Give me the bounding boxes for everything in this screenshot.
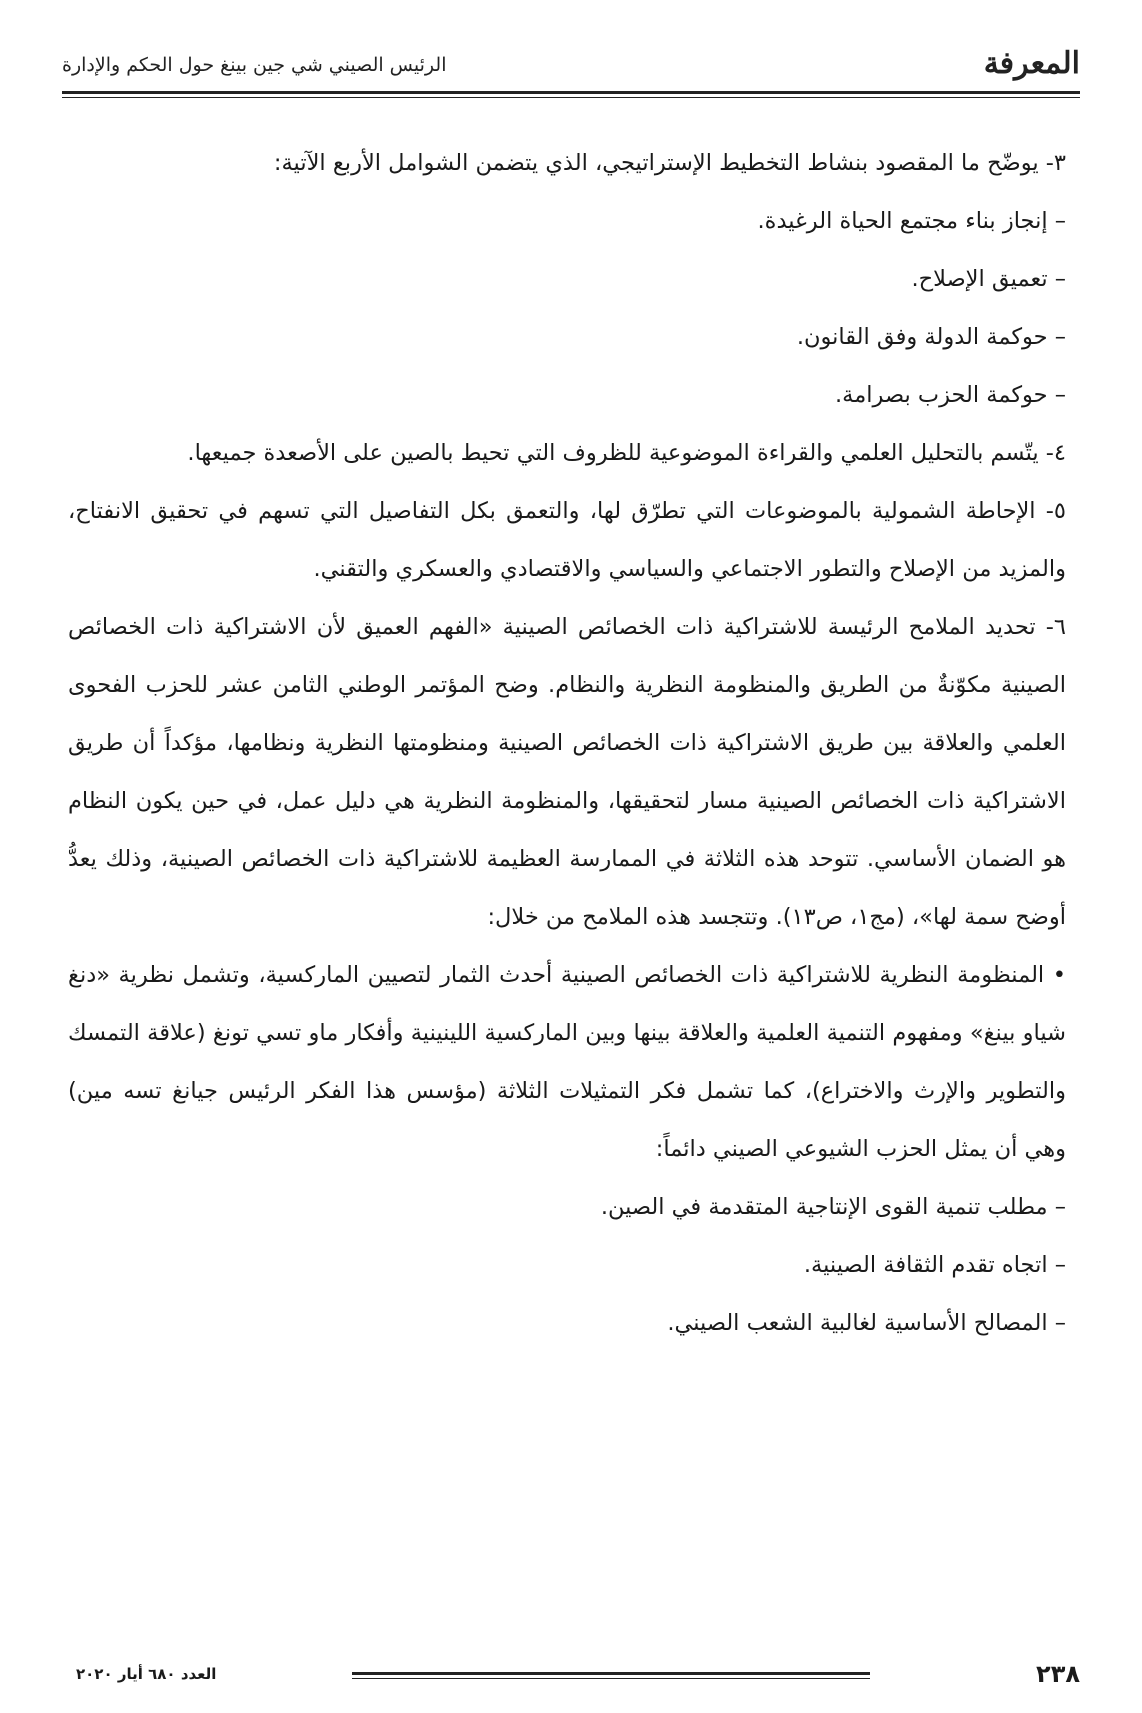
page-header [62,38,1080,94]
list-item: – حوكمة الحزب بصرامة. [835,382,1066,408]
bullet-paragraph: • المنظومة النظرية للاشتراكية ذات الخصائص الصينية أحدث الثمار لتصيين الماركسية، وتشمل نظرية «دنغ شياو بينغ» ومفهوم التنمية العلمية والعلاقة بينها وبين الماركسية اللينينية وأفكار ماو تسي تونغ (علاقة التمسك والتطوير والإرث والاختراع)، كما تشمل فكر التمثيلات الثلاثة (مؤسس هذا الفكر الرئيس جيانغ تسه مين) وهي أن يمثل الحزب الشيوعي الصيني دائماً: [68,962,1066,1162]
page-number: ٢٣٨ [1036,1660,1080,1688]
article-body [68,134,1066,1352]
header-rule-thin [62,97,1080,98]
footer-rule-thin [352,1678,870,1679]
magazine-logo: المعرفة [983,46,1080,81]
point-6: ٦- تحديد الملامح الرئيسة للاشتراكية ذات الخصائص الصينية «الفهم العميق لأن الاشتراكية ذات الخصائص الصينية مكوّنةٌ من الطريق والمنظومة النظرية والنظام. وضح المؤتمر الوطني الثامن عشر للحزب الفحوى العلمي والعلاقة بين طريق الاشتراكية ذات الخصائص الصينية ومنظومتها النظرية ونظامها، مؤكداً أن طريق الاشتراكية ذات الخصائص الصينية مسار لتحقيقها، والمنظومة النظرية هي دليل عمل، في حين يكون النظام هو الضمان الأساسي. تتوحد هذه الثلاثة في الممارسة العظيمة للاشتراكية ذات الخصائص الصينية، وذلك يعدُّ أوضح سمة لها»، (مج١، ص١٣). وتتجسد هذه الملامح من خلال: [68,614,1066,930]
point-3: ٣- يوضّح ما المقصود بنشاط التخطيط الإستراتيجي، الذي يتضمن الشوامل الأربع الآتية: [273,150,1066,176]
page-footer [62,1660,1080,1694]
running-title: الرئيس الصيني شي جين بينغ حول الحكم والإدارة [62,54,447,76]
header-rule [62,91,1080,94]
issue-info: العدد ٦٨٠ أيار ٢٠٢٠ [76,1665,217,1683]
list-item: – المصالح الأساسية لغالبية الشعب الصيني. [667,1310,1066,1336]
list-item: – إنجاز بناء مجتمع الحياة الرغيدة. [757,208,1066,234]
point-5: ٥- الإحاطة الشمولية بالموضوعات التي تطرّق لها، والتعمق بكل التفاصيل التي تسهم في تحقيق الانفتاح، والمزيد من الإصلاح والتطور الاجتماعي والسياسي والاقتصادي والعسكري والتقني. [68,498,1066,582]
list-item: – حوكمة الدولة وفق القانون. [796,324,1066,350]
footer-rule [352,1672,870,1675]
list-item: – اتجاه تقدم الثقافة الصينية. [803,1252,1066,1278]
list-item: – مطلب تنمية القوى الإنتاجية المتقدمة في الصين. [600,1194,1066,1220]
list-item: – تعميق الإصلاح. [911,266,1066,292]
point-4: ٤- يتّسم بالتحليل العلمي والقراءة الموضوعية للظروف التي تحيط بالصين على الأصعدة جميعها. [187,440,1066,466]
